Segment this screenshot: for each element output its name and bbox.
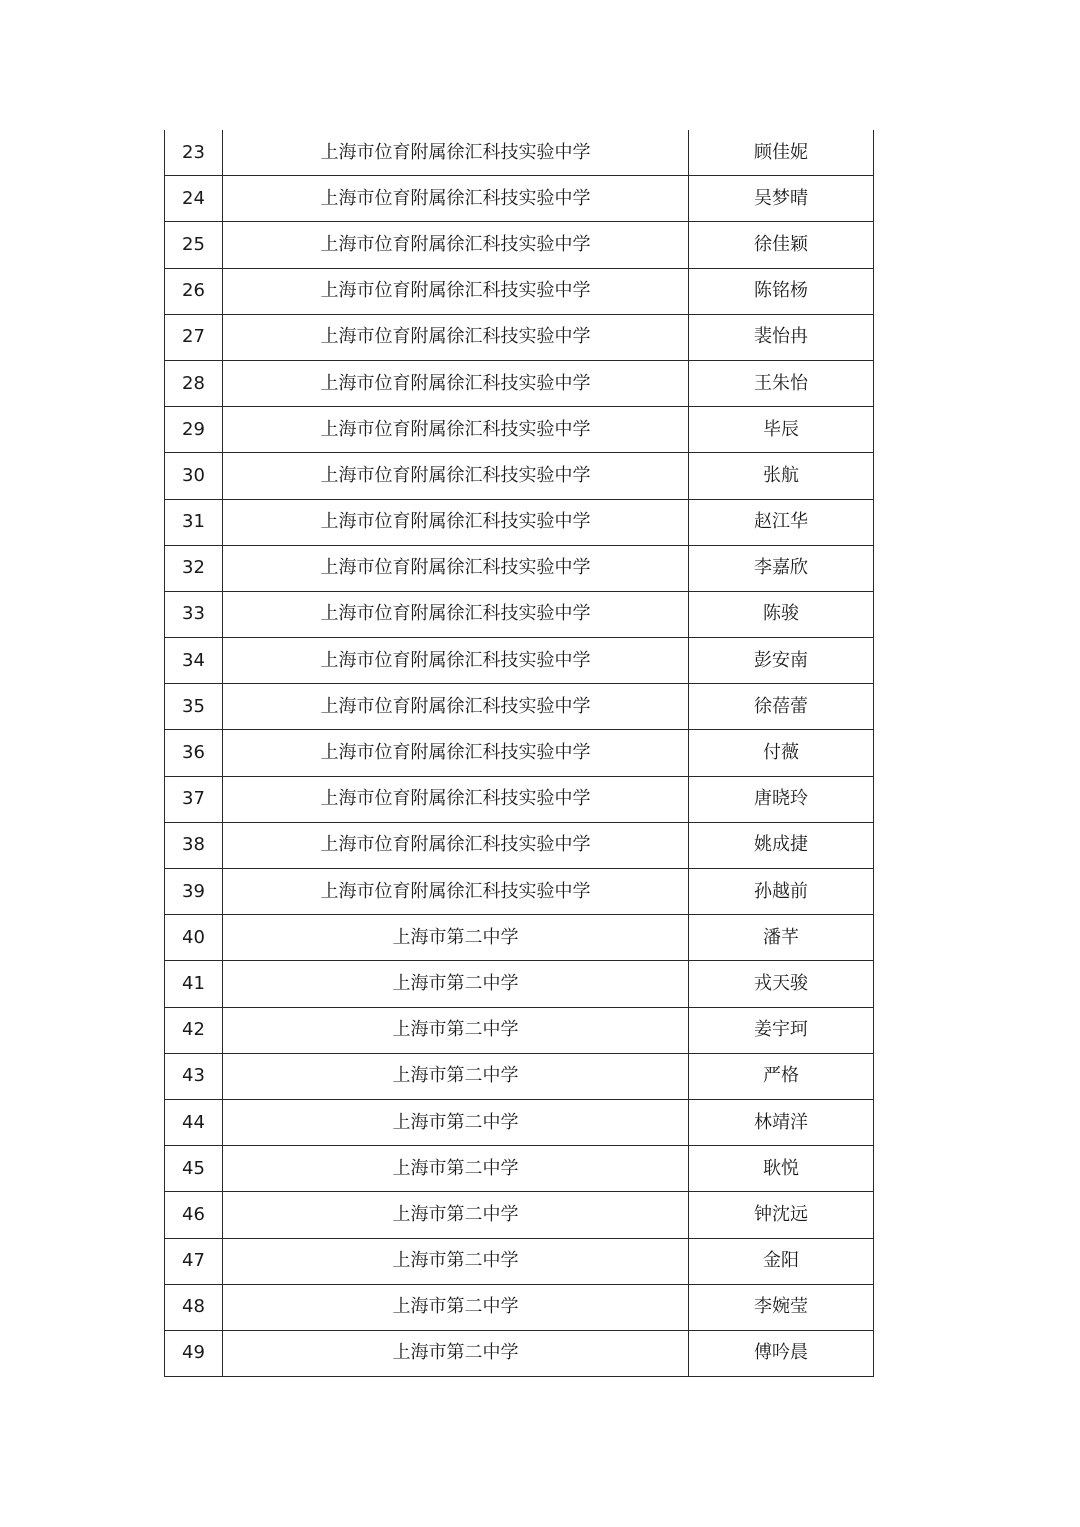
student-name-cell: 徐蓓蕾 (689, 684, 874, 730)
table-row (165, 684, 874, 730)
student-name-cell: 严格 (689, 1053, 874, 1099)
row-number-cell: 32 (165, 545, 223, 591)
school-name-cell: 上海市位育附属徐汇科技实验中学 (223, 407, 689, 453)
row-number-cell: 48 (165, 1284, 223, 1330)
row-number-cell: 46 (165, 1192, 223, 1238)
row-number-cell: 49 (165, 1330, 223, 1376)
student-name-cell: 毕辰 (689, 407, 874, 453)
table-row (165, 1192, 874, 1238)
row-number-cell: 24 (165, 176, 223, 222)
school-name-cell: 上海市第二中学 (223, 1007, 689, 1053)
table-row (165, 1330, 874, 1376)
table-row (165, 130, 874, 176)
row-number-cell: 47 (165, 1238, 223, 1284)
school-name-cell: 上海市位育附属徐汇科技实验中学 (223, 130, 689, 176)
row-number-cell: 43 (165, 1053, 223, 1099)
student-name-cell: 陈铭杨 (689, 268, 874, 314)
school-name-cell: 上海市位育附属徐汇科技实验中学 (223, 869, 689, 915)
school-name-cell: 上海市位育附属徐汇科技实验中学 (223, 222, 689, 268)
student-name-cell: 顾佳妮 (689, 130, 874, 176)
student-name-cell: 姚成捷 (689, 822, 874, 868)
row-number-cell: 25 (165, 222, 223, 268)
school-name-cell: 上海市第二中学 (223, 915, 689, 961)
school-name-cell: 上海市第二中学 (223, 1284, 689, 1330)
school-name-cell: 上海市第二中学 (223, 1053, 689, 1099)
student-name-cell: 赵江华 (689, 499, 874, 545)
student-name-cell: 张航 (689, 453, 874, 499)
table-row (165, 314, 874, 360)
table-row (165, 499, 874, 545)
row-number-cell: 29 (165, 407, 223, 453)
table-row (165, 1053, 874, 1099)
row-number-cell: 31 (165, 499, 223, 545)
school-name-cell: 上海市第二中学 (223, 961, 689, 1007)
row-number-cell: 30 (165, 453, 223, 499)
school-name-cell: 上海市位育附属徐汇科技实验中学 (223, 360, 689, 406)
student-name-cell: 彭安南 (689, 638, 874, 684)
table-row (165, 822, 874, 868)
row-number-cell: 27 (165, 314, 223, 360)
student-name-cell: 李婉莹 (689, 1284, 874, 1330)
student-name-cell: 唐晓玲 (689, 776, 874, 822)
student-name-cell: 付薇 (689, 730, 874, 776)
table-row (165, 776, 874, 822)
student-name-cell: 耿悦 (689, 1146, 874, 1192)
table-row (165, 915, 874, 961)
student-name-cell: 钟沈远 (689, 1192, 874, 1238)
row-number-cell: 26 (165, 268, 223, 314)
row-number-cell: 36 (165, 730, 223, 776)
student-name-cell: 徐佳颖 (689, 222, 874, 268)
school-name-cell: 上海市位育附属徐汇科技实验中学 (223, 545, 689, 591)
row-number-cell: 28 (165, 360, 223, 406)
school-name-cell: 上海市位育附属徐汇科技实验中学 (223, 314, 689, 360)
school-name-cell: 上海市位育附属徐汇科技实验中学 (223, 822, 689, 868)
row-number-cell: 45 (165, 1146, 223, 1192)
student-name-cell: 金阳 (689, 1238, 874, 1284)
student-name-cell: 姜宇珂 (689, 1007, 874, 1053)
table-row (165, 1007, 874, 1053)
student-name-cell: 裴怡冉 (689, 314, 874, 360)
school-name-cell: 上海市位育附属徐汇科技实验中学 (223, 684, 689, 730)
table-row (165, 869, 874, 915)
student-name-cell: 李嘉欣 (689, 545, 874, 591)
student-roster-table (164, 130, 874, 1377)
table-row (165, 1238, 874, 1284)
table-row (165, 961, 874, 1007)
row-number-cell: 42 (165, 1007, 223, 1053)
table-row (165, 407, 874, 453)
school-name-cell: 上海市位育附属徐汇科技实验中学 (223, 730, 689, 776)
row-number-cell: 39 (165, 869, 223, 915)
row-number-cell: 33 (165, 591, 223, 637)
row-number-cell: 34 (165, 638, 223, 684)
table-row (165, 176, 874, 222)
school-name-cell: 上海市位育附属徐汇科技实验中学 (223, 776, 689, 822)
school-name-cell: 上海市第二中学 (223, 1192, 689, 1238)
student-name-cell: 吴梦晴 (689, 176, 874, 222)
table-row (165, 545, 874, 591)
school-name-cell: 上海市第二中学 (223, 1099, 689, 1145)
table-row (165, 638, 874, 684)
school-name-cell: 上海市第二中学 (223, 1238, 689, 1284)
school-name-cell: 上海市第二中学 (223, 1330, 689, 1376)
table-row (165, 591, 874, 637)
row-number-cell: 37 (165, 776, 223, 822)
row-number-cell: 40 (165, 915, 223, 961)
table-row (165, 360, 874, 406)
school-name-cell: 上海市位育附属徐汇科技实验中学 (223, 591, 689, 637)
school-name-cell: 上海市位育附属徐汇科技实验中学 (223, 453, 689, 499)
row-number-cell: 41 (165, 961, 223, 1007)
school-name-cell: 上海市位育附属徐汇科技实验中学 (223, 499, 689, 545)
row-number-cell: 23 (165, 130, 223, 176)
table-row (165, 268, 874, 314)
student-name-cell: 潘芊 (689, 915, 874, 961)
table-row (165, 1099, 874, 1145)
student-name-cell: 戎天骏 (689, 961, 874, 1007)
roster-body (165, 130, 874, 1377)
table-row (165, 730, 874, 776)
school-name-cell: 上海市第二中学 (223, 1146, 689, 1192)
row-number-cell: 35 (165, 684, 223, 730)
table-row (165, 1284, 874, 1330)
student-name-cell: 王朱怡 (689, 360, 874, 406)
table-row (165, 222, 874, 268)
student-name-cell: 傅吟晨 (689, 1330, 874, 1376)
table-row (165, 1146, 874, 1192)
table-row (165, 453, 874, 499)
student-name-cell: 孙越前 (689, 869, 874, 915)
row-number-cell: 44 (165, 1099, 223, 1145)
student-name-cell: 林靖洋 (689, 1099, 874, 1145)
student-name-cell: 陈骏 (689, 591, 874, 637)
school-name-cell: 上海市位育附属徐汇科技实验中学 (223, 638, 689, 684)
school-name-cell: 上海市位育附属徐汇科技实验中学 (223, 176, 689, 222)
school-name-cell: 上海市位育附属徐汇科技实验中学 (223, 268, 689, 314)
row-number-cell: 38 (165, 822, 223, 868)
